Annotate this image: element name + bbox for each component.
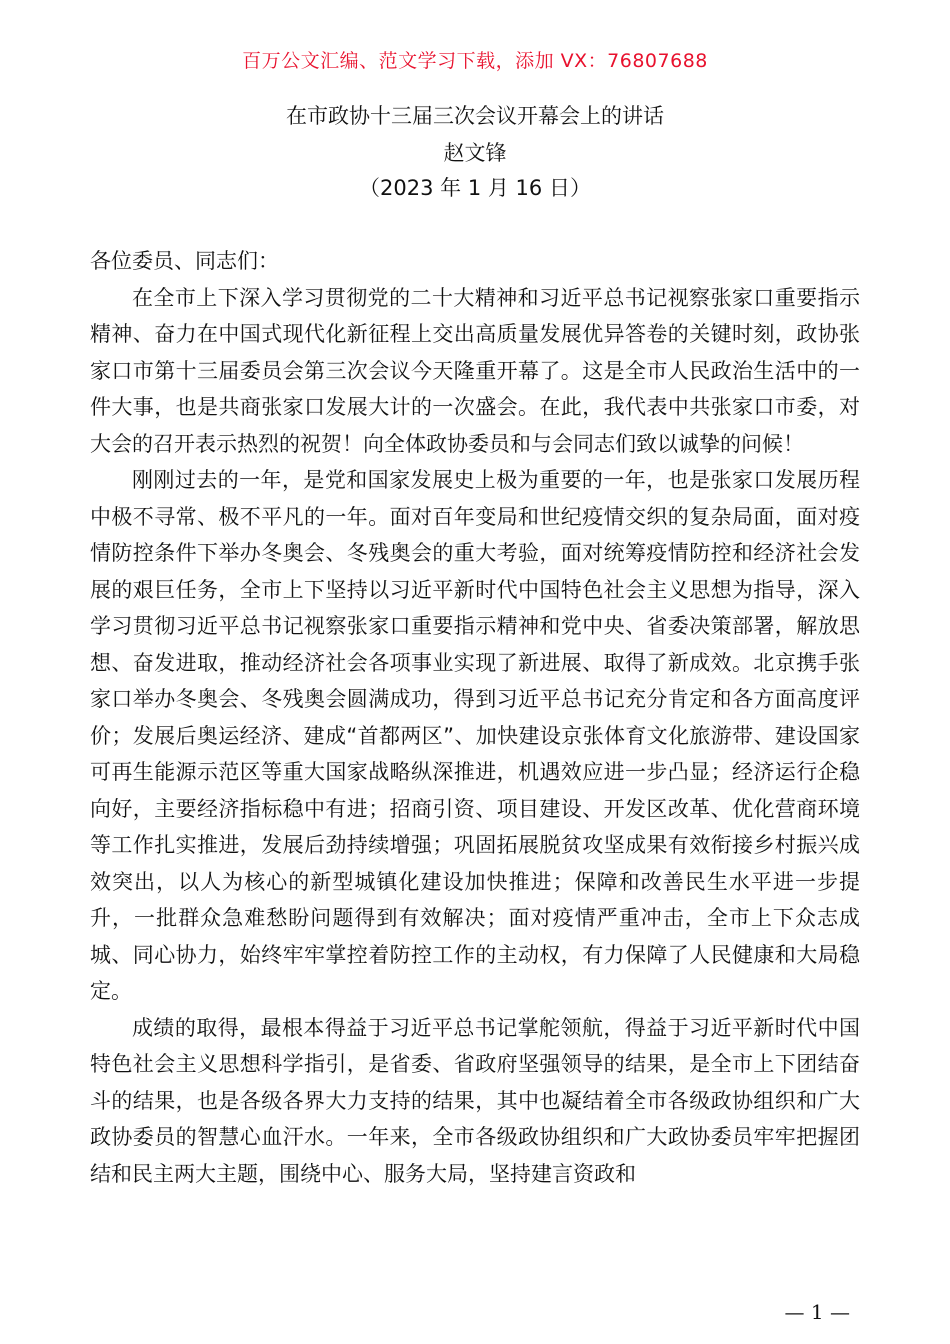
paragraph-3: 成绩的取得，最根本得益于习近平总书记掌舵领航，得益于习近平新时代中国特色社会主义思想科学指引，是省委、省政府坚强领导的结果，是全市上下团结奋斗的结果，也是各级各界大力支持的结果，其中也凝结着全市各级政协组织和广大政协委员的智慧心血汗水。一年来，全市各级政协组织和广大政协委员牢牢把握团结和民主两大主题，围绕中心、服务大局，坚持建言资政和 [90,1015,860,1186]
document-body [90,243,860,1192]
promo-banner: 百万公文汇编、范文学习下载，添加 VX：76807688 [242,50,708,72]
page-number: — 1 — [784,1300,850,1324]
paragraph-2: 刚刚过去的一年，是党和国家发展史上极为重要的一年，也是张家口发展历程中极不寻常、极不平凡的一年。面对百年变局和世纪疫情交织的复杂局面，面对疫情防控条件下举办冬奥会、冬残奥会的重大考验，面对统筹疫情防控和经济社会发展的艰巨任务，全市上下坚持以习近平新时代中国特色社会主义思想为指导，深入学习贯彻习近平总书记视察张家口重要指示精神和党中央、省委决策部署，解放思想、奋发进取，推动经济社会各项事业实现了新进展、取得了新成效。北京携手张家口举办冬奥会、冬残奥会圆满成功，得到习近平总书记充分肯定和各方面高度评价；发展后奥运经济、建成“首都两区”、加快建设京张体育文化旅游带、建设国家可再生能源示范区等重大国家战略纵深推进，机遇效应进一步凸显；经济运行企稳向好，主要经济指标稳中有进；招商引资、项目建设、开发区改革、优化营商环境等工作扎实推进，发展后劲持续增强；巩固拓展脱贫攻坚成果有效衔接乡村振兴成效突出，以人为核心的新型城镇化建设加快推进；保障和改善民生水平进一步提升，一批群众急难愁盼问题得到有效解决；面对疫情严重冲击，全市上下众志成城、同心协力，始终牢牢掌控着防控工作的主动权，有力保障了人民健康和大局稳定。 [90,468,860,1003]
paragraph-1: 在全市上下深入学习贯彻党的二十大精神和习近平总书记视察张家口重要指示精神、奋力在中国式现代化新征程上交出高质量发展优异答卷的关键时刻，政协张家口市第十三届委员会第三次会议今天隆重开幕了。这是全市人民政治生活中的一件大事，也是共商张家口发展大计的一次盛会。在此，我代表中共张家口市委，对大会的召开表示热烈的祝贺！向全体政协委员和与会同志们致以诚挚的问候！ [90,285,860,456]
salutation: 各位委员、同志们： [90,249,279,273]
document-author: 赵文锋 [443,141,507,165]
document-title: 在市政协十三届三次会议开幕会上的讲话 [286,104,664,128]
document-date: （2023 年 1 月 16 日） [359,176,591,200]
